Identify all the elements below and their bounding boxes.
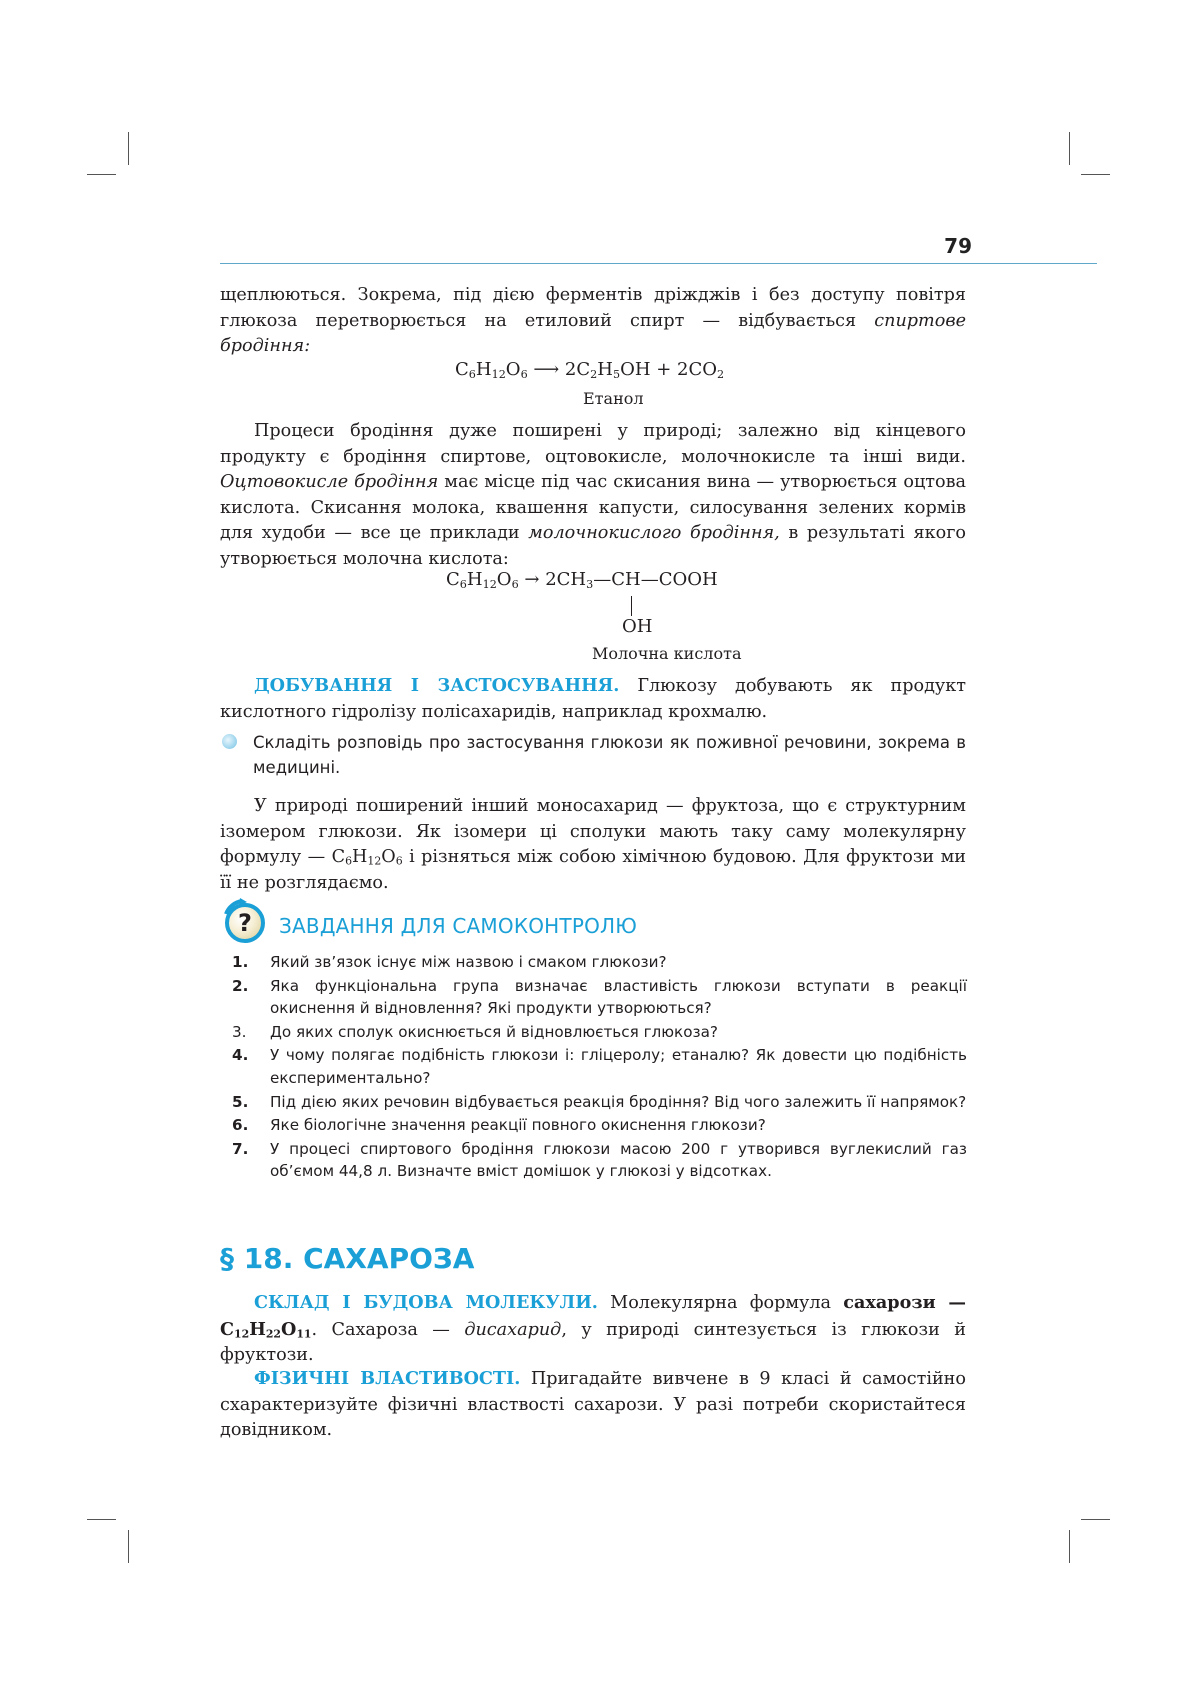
intro-text: щеплюються. Зокрема, під дією ферментів дріжджів і без доступу повітря глюкоза перетворюється на етиловий спирт — відбувається <box>220 285 966 331</box>
formula-branch-oh: OH <box>622 616 653 637</box>
term-alcoholic-fermentation: спиртове бродіння: <box>220 310 966 356</box>
section-title: § 18. САХАРОЗА <box>220 1242 475 1275</box>
self-control-title: ЗАВДАННЯ ДЛЯ САМОКОНТРОЛЮ <box>279 914 638 938</box>
production-paragraph: ДОБУВАННЯ І ЗАСТОСУВАННЯ. Глюкозу добувають як продукт кислотного гідролізу полісахаридів, наприклад крохмалю. <box>220 675 966 722</box>
crop-mark <box>1069 132 1070 165</box>
bond-line <box>631 596 632 616</box>
question-item: 4. У чому полягає подібність глюкози і: гліцеролу; етаналю? Як довести цю подібність експериментально? <box>232 1046 967 1087</box>
fermentation-paragraph: Процеси бродіння дуже поширені у природі; залежно від кінцевого продукту є бродіння спиртове, оцтовокисле, молочнокисле та інші види. Оцтовокисле бродіння має місце під час скисания вина — утворюється оцтова кислота. Скисання молока, квашення капусти, силосування зелених кормів для худоби — все це приклади молочнокислого бродіння, в результаті якого утворюється молочна кислота: <box>220 421 967 569</box>
crop-mark <box>1081 1519 1110 1520</box>
heading-composition: СКЛАД І БУДОВА МОЛЕКУЛИ. <box>254 1292 598 1313</box>
heading-production: ДОБУВАННЯ І ЗАСТОСУВАННЯ. <box>254 675 620 696</box>
reaction-arrow: → <box>518 569 546 590</box>
question-item: 7. У процесі спиртового бродіння глюкози масою 200 г утворився вуглекислий газ об’ємом 44,8 л. Визначте вміст домішок у глюкозі у відсотках. <box>232 1139 967 1181</box>
formula-caption-lactic-acid: Молочна кислота <box>592 644 742 663</box>
question-list <box>232 951 967 1184</box>
crop-mark <box>87 1519 116 1520</box>
reaction-arrow: ⟶ <box>527 359 565 380</box>
svg-text:?: ? <box>238 909 252 937</box>
question-item: 6. Яке біологічне значення реакції повного окиснення глюкози? <box>232 1116 766 1135</box>
question-item: 1. Який зв’язок існує між назвою і смаком глюкози? <box>232 953 667 971</box>
heading-physical: ФІЗИЧНІ ВЛАСТИВОСТІ. <box>254 1368 521 1389</box>
crop-mark <box>128 132 129 165</box>
sucrose-formula: $C_{12}H_{22}O_{11}$ <box>220 1318 312 1341</box>
term-acetic-fermentation: Оцтовокисле бродіння <box>220 472 439 492</box>
composition-paragraph: СКЛАД І БУДОВА МОЛЕКУЛИ. Молекулярна формула сахарози — $C_{12}H_{22}O_{11}$. Сахароза — дисахарид, у природі синтезується із глюкози й фруктози. <box>220 1292 966 1365</box>
formula-lactic-fermentation: $C_6H_{12}O_6$ → $2CH_3—CH—COOH$ <box>446 569 718 591</box>
crop-mark <box>1069 1530 1070 1563</box>
term-disaccharide: дисахарид <box>464 1319 562 1340</box>
crop-mark <box>87 174 116 175</box>
term-lactic-fermentation: молочнокислого бродіння, <box>528 523 780 543</box>
task-paragraph: Складіть розповідь про застосування глюкози як поживної речовини, зокрема в медицині. <box>253 733 966 777</box>
header-rule <box>220 263 1097 264</box>
formula-caption-ethanol: Етанол <box>583 389 644 408</box>
question-icon <box>220 898 266 944</box>
intro-paragraph <box>220 283 966 360</box>
crop-mark <box>128 1530 129 1563</box>
question-item: 2. Яка функціональна група визначає властивість глюкози вступати в реакції окиснення й відновлення? Які продукти утворюються? <box>232 976 967 1018</box>
fructose-paragraph: У природі поширений інший моносахарид — фруктоза, що є структурним ізомером глюкози. Як ізомери ці сполуки мають таку саму молекулярну формулу — $C_6H_{12}O_6$ і різняться між собою хімічною будовою. Для фруктози ми її не розглядаємо. <box>220 796 966 893</box>
question-item: 5. Під дією яких речовин відбувається реакція бродіння? Від чого залежить її напрямок? <box>232 1092 967 1111</box>
task-bullet-icon <box>222 734 237 749</box>
physical-paragraph: ФІЗИЧНІ ВЛАСТИВОСТІ. Пригадайте вивчене в 9 класі й самостійно схарактеризуйте фізичні властвості сахарози. У разі потреби скористайтеся довідником. <box>220 1368 966 1440</box>
page-number: 79 <box>944 234 972 258</box>
formula-alcoholic-fermentation: $C_6H_{12}O_6$ ⟶ $2C_2H_5OH + 2CO_2$ <box>455 359 725 381</box>
crop-mark <box>1081 174 1110 175</box>
question-item: 3. До яких сполук окиснюється й відновлюється глюкоза? <box>232 1022 718 1041</box>
